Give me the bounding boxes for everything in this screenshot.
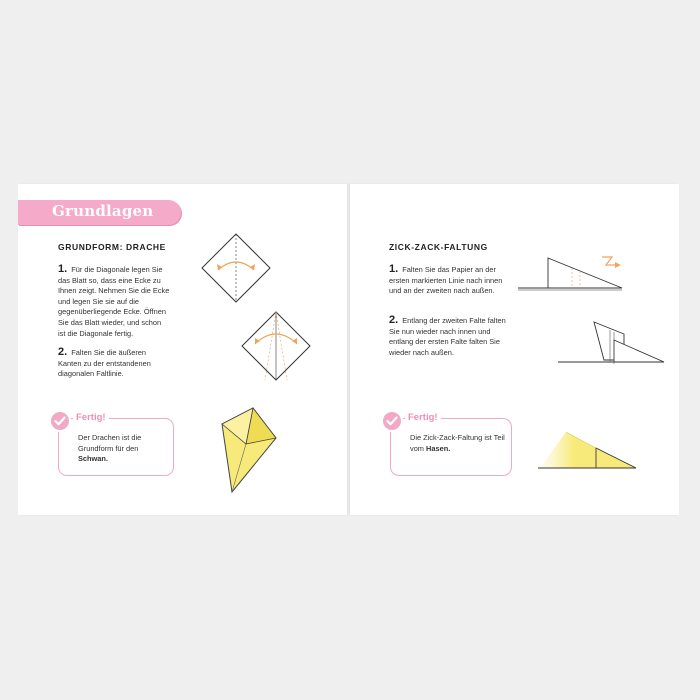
fertig-result: Hasen. [426,443,451,453]
left-page [18,184,347,515]
step-2 [58,347,170,380]
section-title-drache: GRUNDFORM: DRACHE [58,242,166,252]
step-text: Entlang der zweiten Falte falten Sie nun wieder nach innen und entlang der ersten Falte falten Sie wieder nach außen. [389,316,506,357]
step-2 [389,315,509,358]
diagram-kite-folds [240,310,312,382]
step-1 [58,264,170,339]
fertig-label: Fertig! [405,412,441,423]
fold-arrow-icon [602,257,616,265]
fertig-text: Der Drachen ist die Grundform für den Schwan. [78,433,142,464]
step-number: 2. [58,346,68,358]
chapter-title: Grundlagen [52,202,154,220]
step-text: Für die Diagonale legen Sie das Blatt so, dass eine Ecke zu Ihnen zeigt. Nehmen Sie die Ecke und legen Sie sie auf die gegenüberliegende Ecke. Öffnen Sie das Blatt wieder, und schon ist die Diagonale fertig. [58,265,170,338]
fertig-text: Die Zick-Zack-Faltung ist Teil vom Hasen. [410,433,505,453]
checkmark-icon [381,410,403,432]
fertig-box [390,418,512,476]
diagram-zigzag-finished [538,428,638,474]
step-1 [389,264,509,297]
checkmark-icon [49,410,71,432]
section-title-zickzack: ZICK-ZACK-FALTUNG [389,242,488,252]
step-number: 1. [58,263,68,275]
right-page [350,184,679,515]
step-text: Falten Sie das Papier an der ersten markierten Linie nach innen und an der zweiten nach außen. [389,265,503,296]
step-number: 1. [389,263,399,275]
step-number: 2. [389,314,399,326]
diagram-diagonal-fold [200,232,272,304]
diagram-finished-kite [218,406,278,496]
chapter-banner [18,200,181,225]
fertig-box [58,418,174,476]
diagram-zigzag-marks [518,252,628,292]
step-text: Falten Sie die äußeren Kanten zu der entstandenen diagonalen Faltlinie. [58,348,151,379]
diagram-zigzag-fold [558,320,668,366]
fertig-label: Fertig! [73,412,109,423]
fertig-result: Schwan. [78,454,108,464]
